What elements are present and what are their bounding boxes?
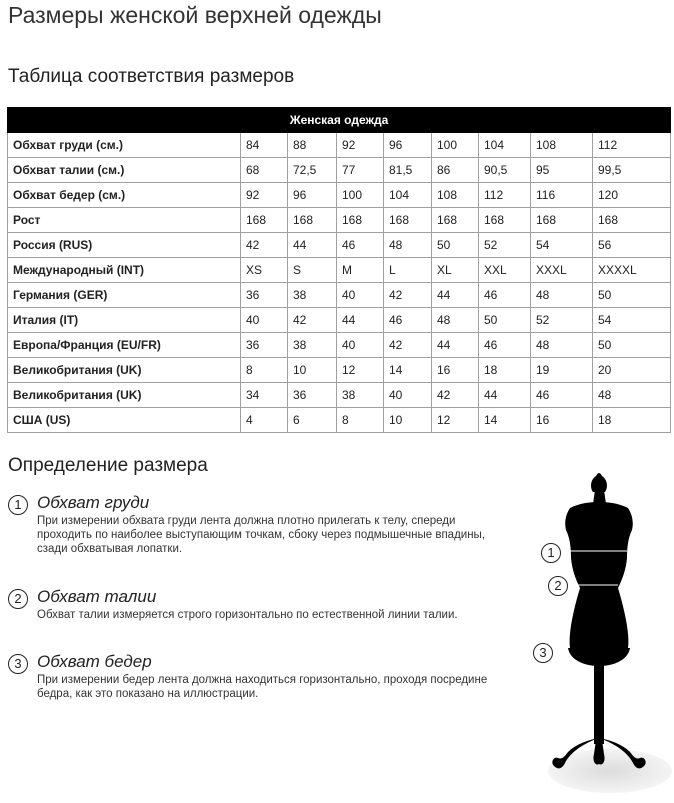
table-cell: 42 — [288, 308, 337, 333]
table-cell: 44 — [288, 233, 337, 258]
table-cell: 36 — [288, 383, 337, 408]
table-cell: 112 — [593, 133, 671, 158]
row-label: Рост — [8, 208, 241, 233]
row-label: Великобритания (UK) — [8, 358, 241, 383]
table-cell: 96 — [288, 183, 337, 208]
table-cell: 81,5 — [384, 158, 432, 183]
table-cell: 46 — [531, 383, 593, 408]
table-cell: 56 — [593, 233, 671, 258]
table-cell: 54 — [593, 308, 671, 333]
table-cell: 20 — [593, 358, 671, 383]
table-cell: 48 — [531, 333, 593, 358]
table-cell: 14 — [384, 358, 432, 383]
table-cell: 8 — [241, 358, 288, 383]
table-cell: 46 — [384, 308, 432, 333]
table-cell: 42 — [432, 383, 479, 408]
table-cell: 84 — [241, 133, 288, 158]
table-cell: 19 — [531, 358, 593, 383]
table-row — [8, 208, 671, 233]
table-cell: 92 — [241, 183, 288, 208]
table-cell: 48 — [531, 283, 593, 308]
number-badge-3: 3 — [8, 654, 28, 674]
table-cell: 48 — [432, 308, 479, 333]
measure-description: При измерении бедер лента должна находиться горизонтально, проходя посредине бедра, как это показано на иллюстрации. — [37, 674, 488, 700]
row-label: Германия (GER) — [8, 283, 241, 308]
table-cell: 168 — [432, 208, 479, 233]
table-cell: 86 — [432, 158, 479, 183]
table-cell: 168 — [288, 208, 337, 233]
table-cell: 6 — [288, 408, 337, 433]
page-title: Размеры женской верхней одежды — [8, 2, 382, 28]
table-header: Женская одежда — [8, 108, 671, 133]
table-cell: 40 — [384, 383, 432, 408]
measure-heading: Обхват бедер — [37, 652, 152, 671]
mannequin-badge-2: 2 — [548, 576, 568, 596]
table-cell: 168 — [241, 208, 288, 233]
table-cell: 36 — [241, 283, 288, 308]
table-cell: 40 — [337, 283, 384, 308]
table-cell: 99,5 — [593, 158, 671, 183]
table-cell: 10 — [384, 408, 432, 433]
table-cell: 50 — [432, 233, 479, 258]
table-cell: XS — [241, 258, 288, 283]
table-cell: 168 — [479, 208, 531, 233]
table-cell: 68 — [241, 158, 288, 183]
row-label: Европа/Франция (EU/FR) — [8, 333, 241, 358]
table-cell: 42 — [241, 233, 288, 258]
table-cell: 54 — [531, 233, 593, 258]
table-cell: 38 — [337, 383, 384, 408]
table-row — [8, 133, 671, 158]
table-row — [8, 233, 671, 258]
table-row — [8, 408, 671, 433]
table-row — [8, 383, 671, 408]
table-cell: 52 — [531, 308, 593, 333]
table-cell: L — [384, 258, 432, 283]
table-cell: 12 — [337, 358, 384, 383]
table-cell: 8 — [337, 408, 384, 433]
table-cell: 46 — [479, 283, 531, 308]
mannequin-badge-1: 1 — [541, 543, 561, 563]
table-cell: 16 — [531, 408, 593, 433]
table-cell: 168 — [337, 208, 384, 233]
table-cell: 168 — [384, 208, 432, 233]
table-cell: 44 — [432, 283, 479, 308]
table-cell: 34 — [241, 383, 288, 408]
table-cell: 104 — [479, 133, 531, 158]
table-cell: 95 — [531, 158, 593, 183]
table-cell: 42 — [384, 333, 432, 358]
measure-heading: Обхват талии — [37, 587, 157, 606]
table-cell: 46 — [337, 233, 384, 258]
measure-title: Определение размера — [8, 455, 208, 476]
table-cell: XL — [432, 258, 479, 283]
table-cell: 90,5 — [479, 158, 531, 183]
table-row — [8, 333, 671, 358]
table-cell: 116 — [531, 183, 593, 208]
table-cell: 112 — [479, 183, 531, 208]
row-label: Великобритания (UK) — [8, 383, 241, 408]
table-cell: S — [288, 258, 337, 283]
table-cell: XXL — [479, 258, 531, 283]
table-cell: 44 — [479, 383, 531, 408]
number-badge-2: 2 — [8, 589, 28, 609]
table-row — [8, 283, 671, 308]
table-cell: XXXL — [531, 258, 593, 283]
table-cell: 40 — [337, 333, 384, 358]
number-badge-1: 1 — [8, 495, 28, 515]
table-cell: 77 — [337, 158, 384, 183]
table-cell: 36 — [241, 333, 288, 358]
table-cell: 168 — [593, 208, 671, 233]
table-cell: 108 — [531, 133, 593, 158]
table-cell: 46 — [479, 333, 531, 358]
table-cell: 14 — [479, 408, 531, 433]
table-row — [8, 183, 671, 208]
mannequin-icon — [510, 468, 674, 798]
row-label: Обхват талии (см.) — [8, 158, 241, 183]
row-label: Россия (RUS) — [8, 233, 241, 258]
table-cell: XXXXL — [593, 258, 671, 283]
table-cell: 108 — [432, 183, 479, 208]
table-cell: 18 — [479, 358, 531, 383]
table-cell: 10 — [288, 358, 337, 383]
table-cell: 50 — [593, 283, 671, 308]
table-cell: 96 — [384, 133, 432, 158]
measure-description: При измерении обхвата груди лента должна плотно прилегать к телу, спереди проходить по наиболее выступающим точкам, сбоку через подмышечные впадины, сзади обхватывая лопатки. — [37, 515, 486, 555]
table-cell: 92 — [337, 133, 384, 158]
size-table — [7, 107, 671, 433]
table-cell: 48 — [384, 233, 432, 258]
measure-description: Обхват талии измеряется строго горизонтально по естественной линии талии. — [37, 609, 458, 621]
table-cell: 38 — [288, 333, 337, 358]
table-row — [8, 308, 671, 333]
table-cell: 44 — [337, 308, 384, 333]
table-cell: 72,5 — [288, 158, 337, 183]
table-cell: 40 — [241, 308, 288, 333]
table-cell: M — [337, 258, 384, 283]
table-cell: 104 — [384, 183, 432, 208]
table-cell: 42 — [384, 283, 432, 308]
table-cell: 44 — [432, 333, 479, 358]
table-row — [8, 358, 671, 383]
table-cell: 168 — [531, 208, 593, 233]
row-label: Обхват груди (см.) — [8, 133, 241, 158]
measure-heading: Обхват груди — [37, 493, 150, 512]
table-cell: 50 — [593, 333, 671, 358]
table-row — [8, 258, 671, 283]
mannequin-badge-3: 3 — [533, 643, 553, 663]
table-cell: 4 — [241, 408, 288, 433]
mannequin-illustration — [510, 468, 674, 798]
row-label: США (US) — [8, 408, 241, 433]
table-title: Таблица соответствия размеров — [8, 66, 295, 87]
row-label: Обхват бедер (см.) — [8, 183, 241, 208]
table-cell: 100 — [337, 183, 384, 208]
table-cell: 50 — [479, 308, 531, 333]
table-cell: 120 — [593, 183, 671, 208]
table-cell: 18 — [593, 408, 671, 433]
table-cell: 12 — [432, 408, 479, 433]
table-cell: 52 — [479, 233, 531, 258]
table-cell: 88 — [288, 133, 337, 158]
table-cell: 38 — [288, 283, 337, 308]
table-cell: 100 — [432, 133, 479, 158]
row-label: Италия (IT) — [8, 308, 241, 333]
row-label: Международный (INT) — [8, 258, 241, 283]
table-cell: 16 — [432, 358, 479, 383]
table-cell: 48 — [593, 383, 671, 408]
table-row — [8, 158, 671, 183]
